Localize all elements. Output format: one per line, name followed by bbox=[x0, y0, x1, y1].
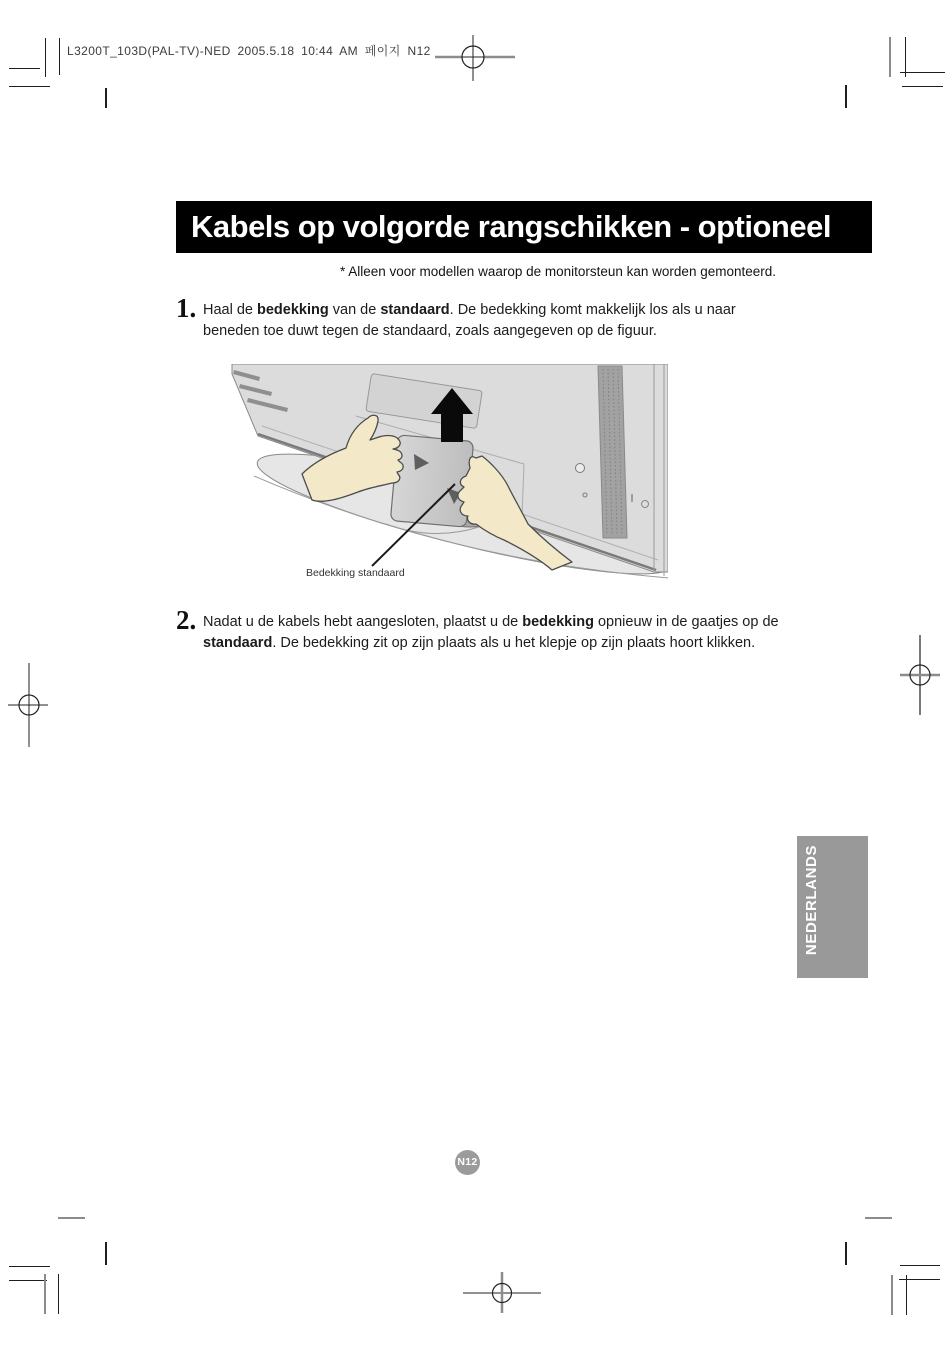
crop-mark bbox=[900, 72, 945, 73]
crop-mark bbox=[902, 86, 943, 87]
step-2-line-1: Nadat u de kabels hebt aangesloten, plaatst u de bedekking opnieuw in de gaatjes op de bbox=[203, 614, 779, 630]
crop-mark bbox=[58, 1274, 59, 1314]
step-2-number: 2. bbox=[176, 605, 197, 635]
crop-mark bbox=[105, 88, 107, 108]
figure-caption: Bedekking standaard bbox=[306, 567, 405, 579]
page-number-badge: N12 bbox=[455, 1150, 480, 1175]
crop-mark bbox=[865, 1217, 892, 1219]
crop-mark bbox=[905, 37, 906, 77]
crop-mark bbox=[9, 1266, 50, 1267]
crop-mark bbox=[845, 1242, 847, 1265]
crop-mark bbox=[9, 86, 50, 87]
crop-mark bbox=[58, 1217, 85, 1219]
speaker-grille bbox=[598, 366, 627, 538]
registration-mark-bottom bbox=[455, 1265, 550, 1325]
crop-mark bbox=[9, 1280, 47, 1281]
screw-hole bbox=[576, 464, 585, 473]
crop-mark bbox=[845, 85, 847, 108]
step-1-text bbox=[203, 300, 736, 342]
crop-mark bbox=[889, 37, 891, 77]
registration-mark-right bbox=[890, 625, 950, 725]
section-title-bar bbox=[176, 201, 872, 253]
step-1-number: 1. bbox=[176, 293, 197, 323]
step-2-line-2: standaard. De bedekking zit op zijn plaats als u het klepje op zijn plaats hoort klikken. bbox=[203, 635, 756, 651]
crop-mark bbox=[906, 1275, 907, 1315]
step-1 bbox=[176, 293, 736, 342]
crop-mark bbox=[891, 1275, 893, 1315]
crop-mark bbox=[900, 1265, 940, 1266]
registration-mark-left bbox=[0, 655, 60, 755]
step-1-line-1: Haal de bedekking van de standaard. De bedekking komt makkelijk los als u naar bbox=[203, 302, 736, 318]
step-2 bbox=[176, 605, 779, 654]
stand-cover-illustration bbox=[218, 364, 668, 592]
crop-mark bbox=[105, 1242, 107, 1265]
language-tab bbox=[797, 836, 868, 978]
language-tab-label: NEDERLANDS bbox=[803, 844, 820, 956]
crop-mark bbox=[44, 1274, 46, 1314]
note-text: * Alleen voor modellen waarop de monitorsteun kan worden gemonteerd. bbox=[339, 264, 776, 279]
crop-mark bbox=[9, 68, 40, 69]
print-header-slug: L3200T_103D(PAL-TV)-NED 2005.5.18 10:44 AM 페이지 N12 bbox=[67, 44, 431, 58]
step-1-line-2: beneden toe duwt tegen de standaard, zoals aangegeven op de figuur. bbox=[203, 323, 657, 339]
registration-mark-top bbox=[430, 25, 520, 90]
crop-mark bbox=[45, 38, 46, 77]
step-2-text bbox=[203, 612, 779, 654]
crop-mark bbox=[59, 38, 60, 75]
section-title: Kabels op volgorde rangschikken - optioneel bbox=[191, 209, 831, 244]
